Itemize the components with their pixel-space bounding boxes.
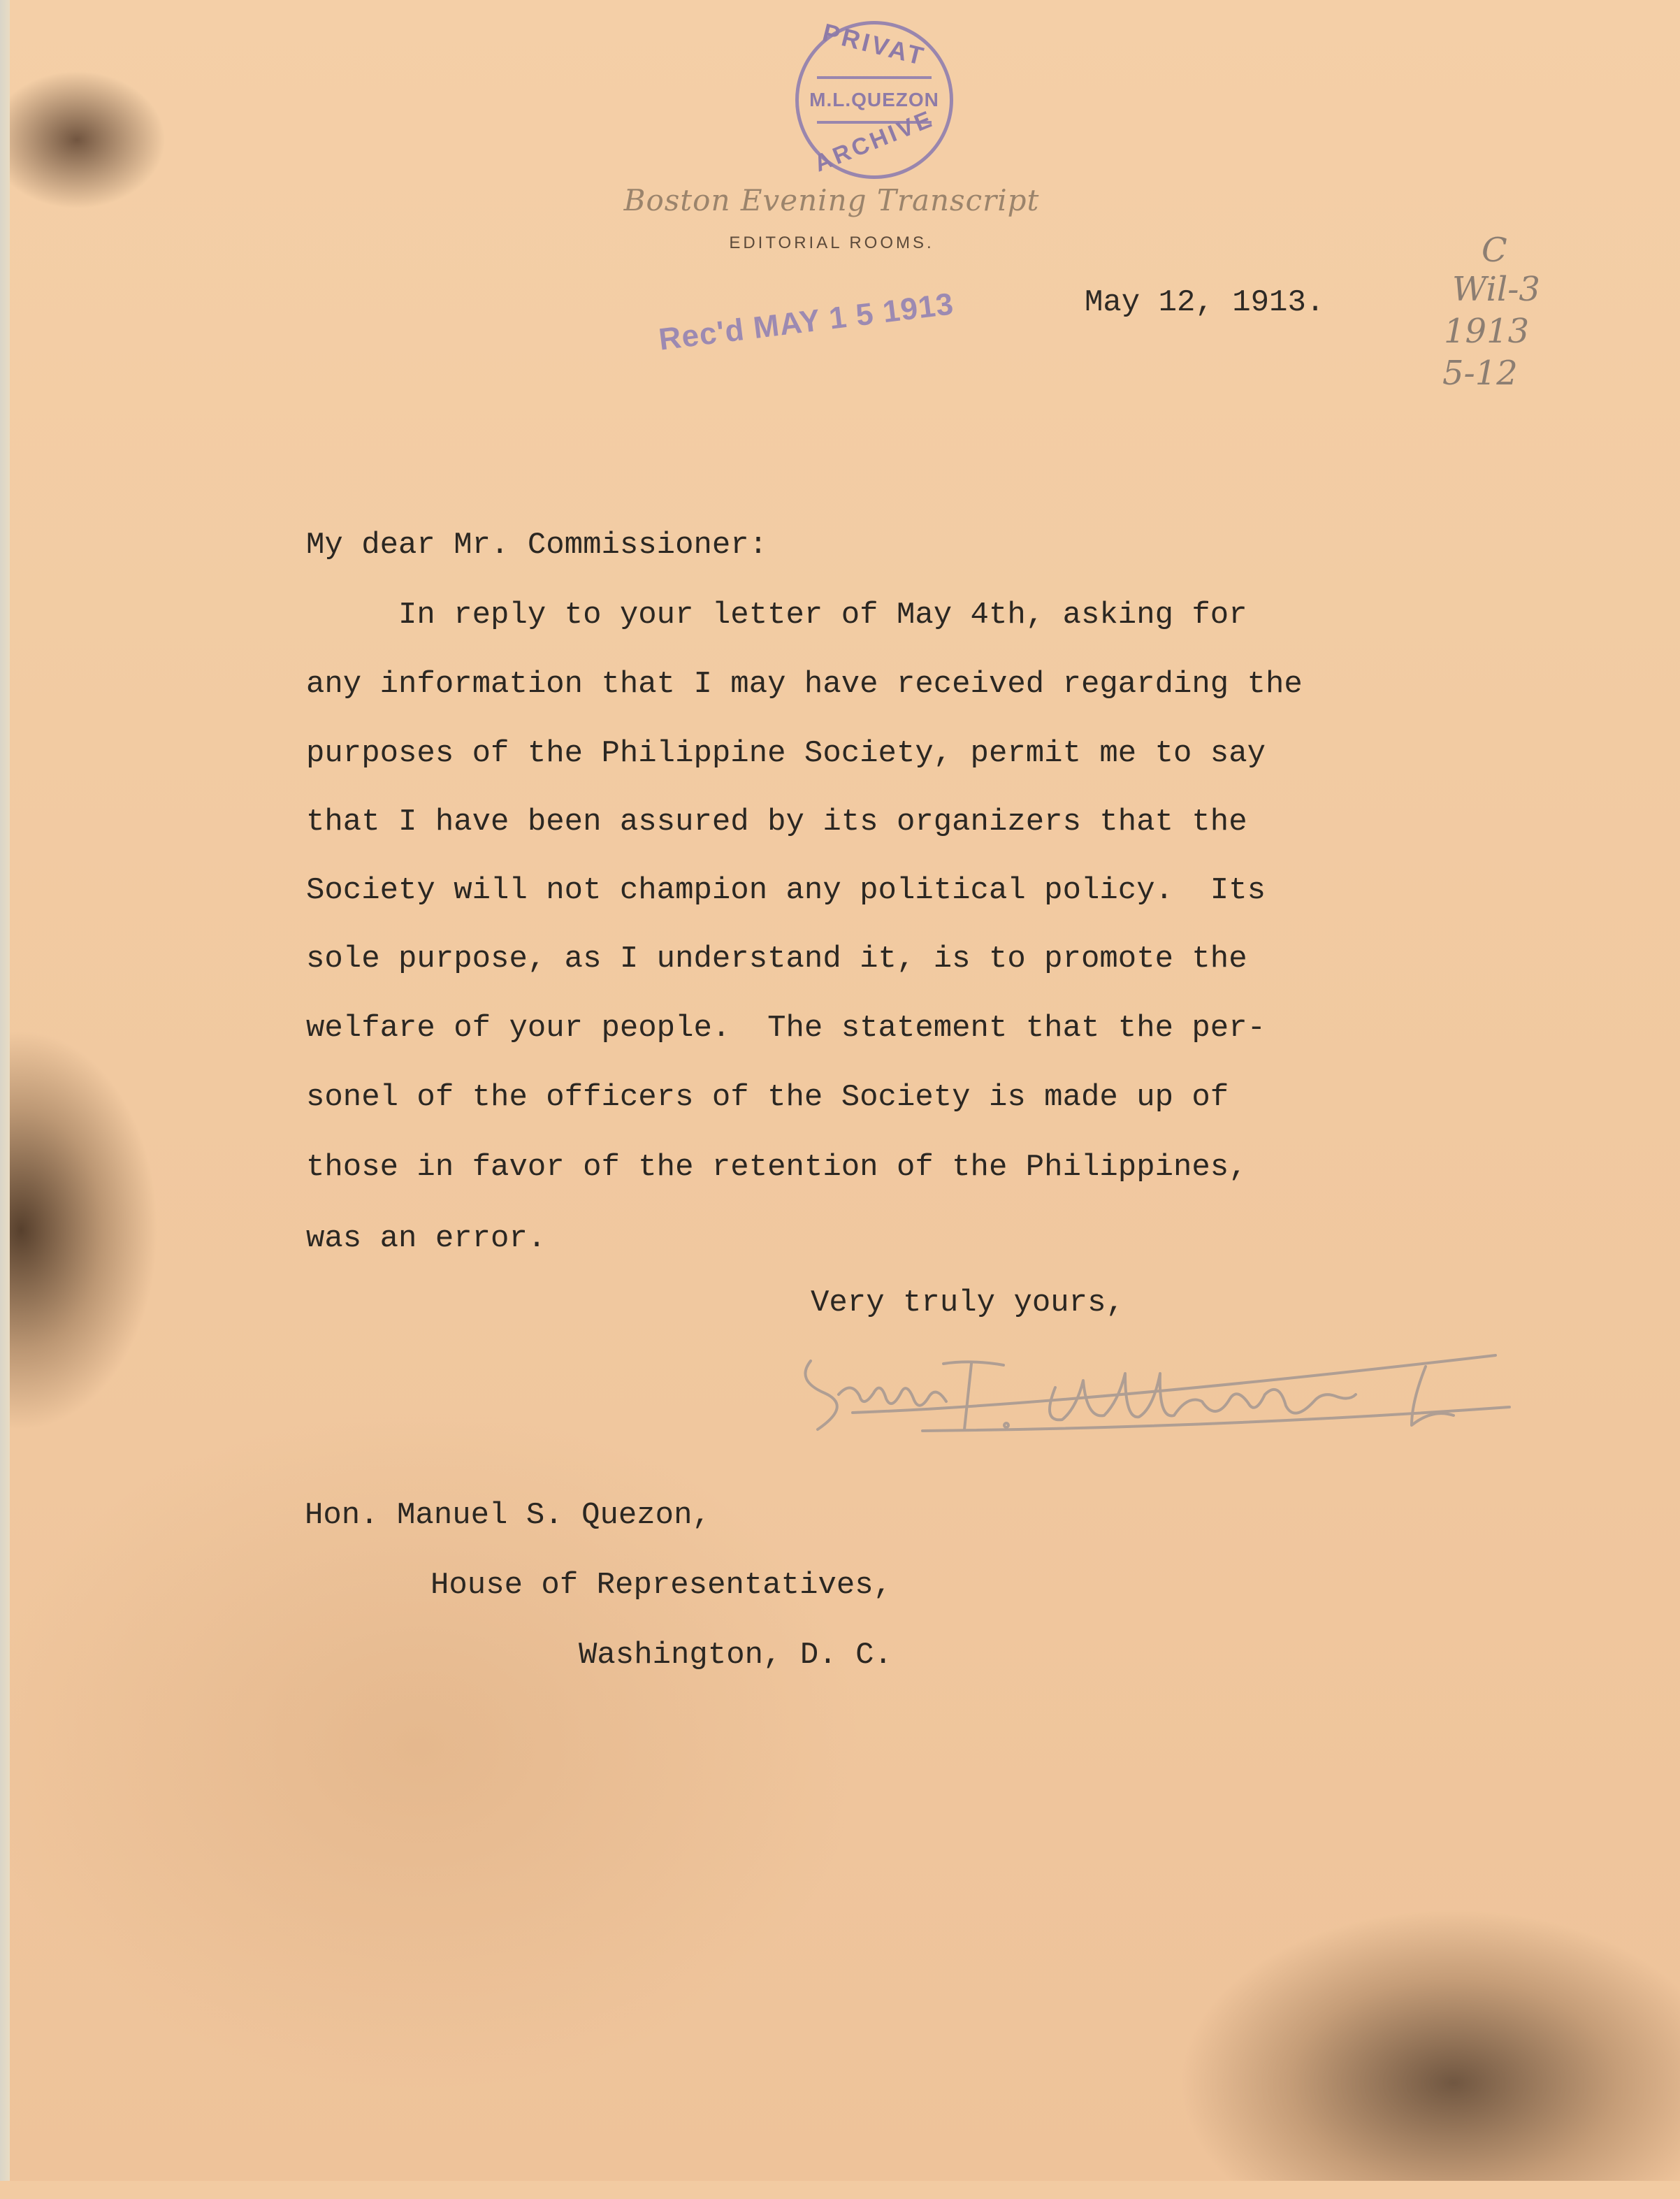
page-edge <box>0 0 10 2181</box>
body-line: purposes of the Philippine Society, permit me to say <box>306 736 1266 771</box>
stamp-top-text: PRIVAT <box>820 17 929 71</box>
stamp-bottom-text: ARCHIVE <box>810 105 938 178</box>
body-line: In reply to your letter of May 4th, asking for <box>306 598 1247 633</box>
archive-annotation-1: C <box>1482 231 1507 270</box>
body-line: was an error. <box>306 1221 546 1256</box>
letterhead-subtitle: EDITORIAL ROOMS. <box>729 233 934 252</box>
body-line: welfare of your people. The statement that the per- <box>306 1011 1266 1046</box>
archive-annotation-3: 1913 <box>1444 312 1530 351</box>
received-date-stamp: Rec'd MAY 1 5 1913 <box>657 287 956 357</box>
recipient-city: Washington, D. C. <box>579 1638 892 1673</box>
body-line: sonel of the officers of the Society is made up of <box>306 1080 1229 1115</box>
body-line: those in favor of the retention of the Philippines, <box>306 1150 1247 1185</box>
letterhead-name: Boston Evening Transcript <box>623 183 1040 217</box>
closing: Very truly yours, <box>811 1285 1124 1320</box>
archive-annotation-4: 5-12 <box>1442 354 1518 393</box>
salutation: My dear Mr. Commissioner: <box>306 528 768 563</box>
recipient-office: House of Representatives, <box>430 1568 892 1603</box>
archive-stamp <box>795 17 953 179</box>
stamp-middle-text: M.L.QUEZON <box>817 76 932 124</box>
recipient-name: Hon. Manuel S. Quezon, <box>305 1498 711 1533</box>
letter-date: May 12, 1913. <box>1085 285 1325 320</box>
signature-image <box>797 1353 1523 1436</box>
body-line: Society will not champion any political policy. Its <box>306 873 1266 908</box>
body-line: sole purpose, as I understand it, is to promote the <box>306 942 1247 976</box>
archive-annotation-2: Wil-3 <box>1452 270 1540 309</box>
body-line: any information that I may have received regarding the <box>306 667 1303 702</box>
body-line: that I have been assured by its organizers that the <box>306 805 1247 839</box>
